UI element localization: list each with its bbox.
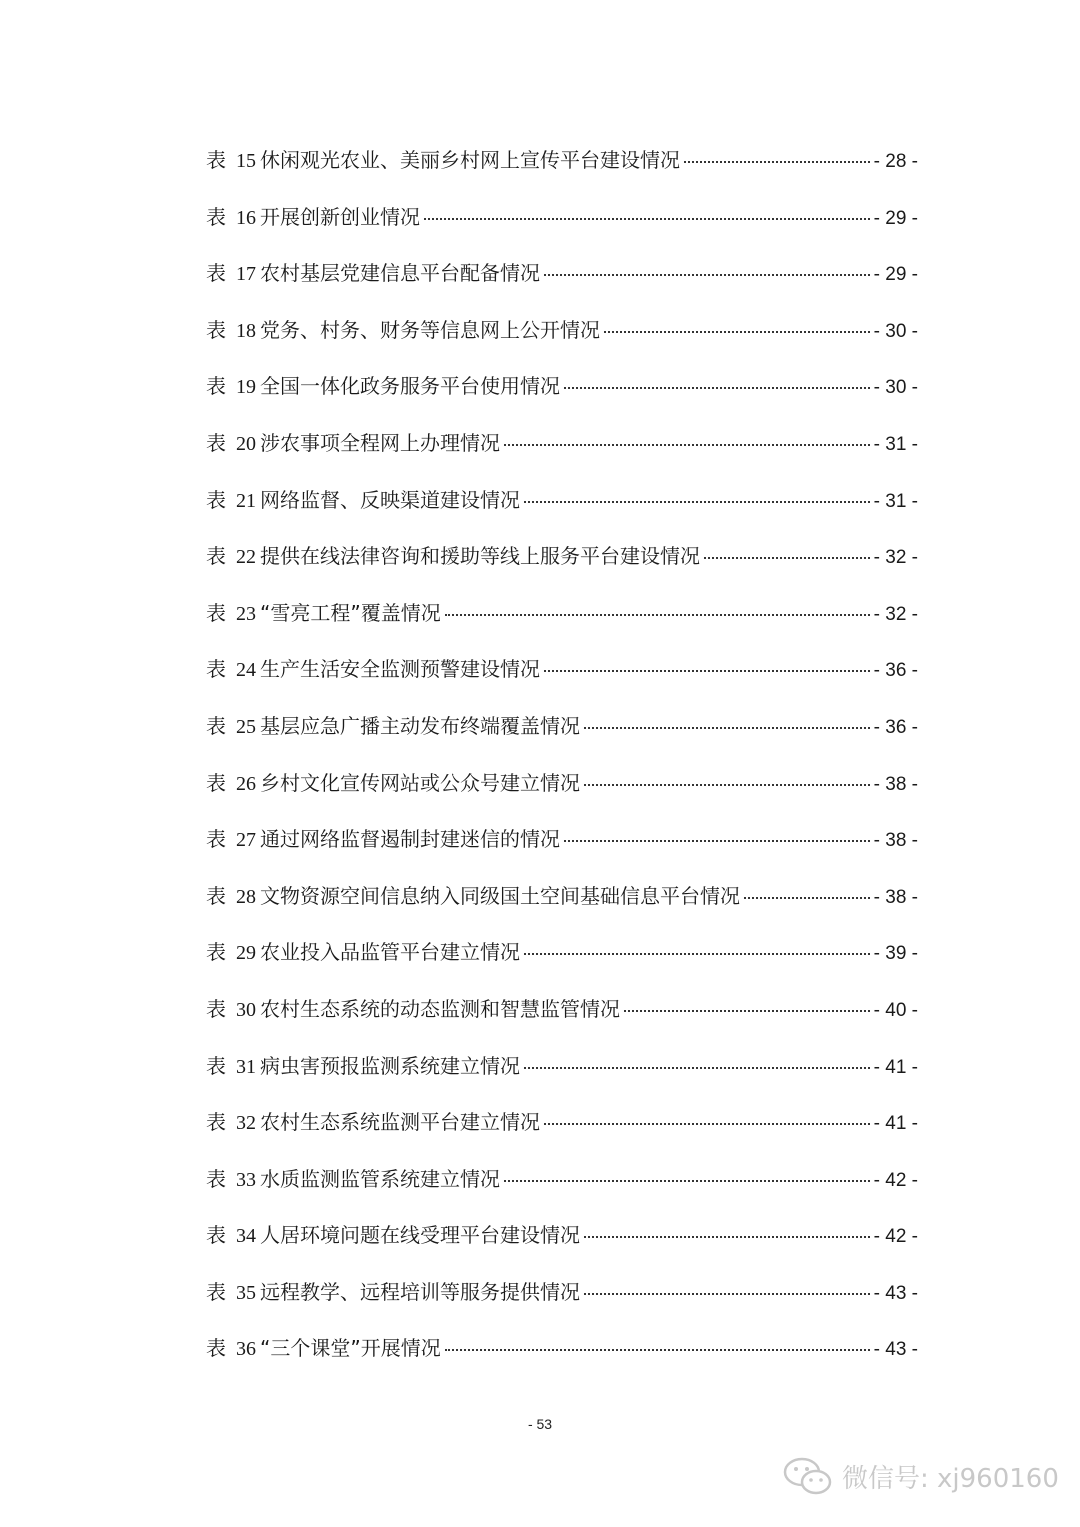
toc-entry-title: 农村生态系统监测平台建立情况 [260,1110,540,1135]
toc-leader-dots [544,669,870,672]
toc-entry[interactable] [206,1328,918,1385]
toc-leader-dots [564,386,870,389]
toc-entry-number: 23 [236,602,256,625]
toc-entry-prefix: 表 [206,1166,226,1191]
toc-entry-page: - 39 - [873,943,918,965]
toc-entry-prefix: 表 [206,827,226,852]
toc-entry-title: 基层应急广播主动发布终端覆盖情况 [260,713,580,738]
toc-entry-number: 16 [236,206,256,229]
toc-entry[interactable] [206,763,918,820]
toc-entry-number: 15 [236,150,256,172]
toc-entry-prefix: 表 [206,940,226,965]
toc-leader-dots [584,1235,870,1238]
toc-entry-title: 生产生活安全监测预警建设情况 [260,657,540,682]
toc-entry-prefix: 表 [206,996,226,1021]
toc-entry-page: - 30 - [873,377,918,399]
toc-entry[interactable] [206,593,918,650]
toc-entry-title: 提供在线法律咨询和援助等线上服务平台建设情况 [260,544,700,569]
toc-entry-title: 通过网络监督遏制封建迷信的情况 [260,827,560,852]
toc-entry-page: - 42 - [873,1169,918,1191]
toc-entry-title: 网络监督、反映渠道建设情况 [260,487,520,512]
toc-entry[interactable] [206,140,918,197]
toc-entry-title: 农业投入品监管平台建立情况 [260,940,520,965]
toc-entry[interactable] [206,310,918,367]
wechat-icon [782,1456,834,1496]
toc-entry-number: 32 [236,1112,256,1135]
toc-leader-dots [584,1292,870,1295]
toc-entry-title: 党务、村务、财务等信息网上公开情况 [260,317,600,342]
toc-entry-page: - 28 - [873,151,918,172]
toc-entry-prefix: 表 [206,1053,226,1078]
toc-entry-page: - 31 - [873,490,918,512]
toc-entry[interactable] [206,366,918,423]
toc-entry-page: - 43 - [873,1339,918,1361]
toc-entry-prefix: 表 [206,487,226,512]
table-of-contents [206,140,918,1385]
toc-entry-prefix: 表 [206,770,226,795]
toc-entry-prefix: 表 [206,600,226,625]
toc-entry-title: 乡村文化宣传网站或公众号建立情况 [260,770,580,795]
toc-entry-page: - 31 - [873,433,918,455]
toc-entry-title: 开展创新创业情况 [260,204,420,229]
toc-entry-page: - 36 - [873,716,918,738]
toc-entry[interactable] [206,1102,918,1159]
toc-entry-number: 17 [236,263,256,286]
toc-entry-number: 30 [236,998,256,1021]
toc-leader-dots [504,443,870,446]
toc-entry-number: 25 [236,715,256,738]
toc-leader-dots [544,1122,870,1125]
toc-entry[interactable] [206,1159,918,1216]
toc-entry-number: 35 [236,1281,256,1304]
toc-entry[interactable] [206,1272,918,1329]
toc-entry[interactable] [206,876,918,933]
toc-entry[interactable] [206,423,918,480]
toc-entry-page: - 30 - [873,320,918,342]
toc-entry-page: - 40 - [873,999,918,1021]
toc-leader-dots [445,613,870,616]
toc-entry-page: - 41 - [873,1113,918,1135]
toc-entry-number: 36 [236,1338,256,1361]
toc-entry-number: 21 [236,489,256,512]
toc-entry-number: 20 [236,432,256,455]
toc-entry-page: - 38 - [873,886,918,908]
toc-entry-title: 病虫害预报监测系统建立情况 [260,1053,520,1078]
toc-entry[interactable] [206,1046,918,1103]
toc-leader-dots [524,1066,870,1069]
toc-entry-number: 18 [236,319,256,342]
toc-entry[interactable] [206,253,918,310]
toc-leader-dots [544,273,870,276]
toc-entry[interactable] [206,932,918,989]
toc-entry-prefix: 表 [206,261,226,286]
toc-leader-dots [684,160,870,163]
toc-leader-dots [445,1348,870,1351]
toc-entry-prefix: 表 [206,430,226,455]
toc-entry[interactable] [206,480,918,537]
toc-entry-prefix: 表 [206,1110,226,1135]
toc-entry-title: 农村生态系统的动态监测和智慧监管情况 [260,996,620,1021]
toc-entry-title: 文物资源空间信息纳入同级国土空间基础信息平台情况 [260,883,740,908]
toc-entry-title: “雪亮工程”覆盖情况 [260,600,441,625]
toc-entry[interactable] [206,536,918,593]
toc-entry-title: 农村基层党建信息平台配备情况 [260,261,540,286]
toc-entry-prefix: 表 [206,374,226,399]
toc-entry-page: - 38 - [873,773,918,795]
toc-entry-number: 34 [236,1225,256,1248]
toc-leader-dots [424,217,870,220]
toc-entry[interactable] [206,1215,918,1272]
wechat-watermark [782,1456,1059,1496]
toc-leader-dots [524,952,870,955]
watermark-text: 微信号: xj960160 [842,1463,1059,1494]
toc-leader-dots [704,556,870,559]
page-number: - 53 [527,1416,553,1432]
toc-leader-dots [584,783,870,786]
toc-entry-page: - 42 - [873,1226,918,1248]
toc-leader-dots [504,1179,870,1182]
toc-entry-page: - 38 - [873,830,918,852]
toc-entry[interactable] [206,649,918,706]
toc-entry-title: 人居环境问题在线受理平台建设情况 [260,1223,580,1248]
toc-entry-prefix: 表 [206,317,226,342]
toc-entry-prefix: 表 [206,148,226,172]
toc-leader-dots [744,896,870,899]
toc-entry-prefix: 表 [206,204,226,229]
toc-entry-number: 28 [236,885,256,908]
toc-entry-number: 27 [236,829,256,852]
toc-entry[interactable] [206,706,918,763]
toc-entry-title: 远程教学、远程培训等服务提供情况 [260,1279,580,1304]
toc-entry-page: - 32 - [873,547,918,569]
toc-entry-number: 29 [236,942,256,965]
toc-entry-title: 全国一体化政务服务平台使用情况 [260,374,560,399]
toc-entry-title: 休闲观光农业、美丽乡村网上宣传平台建设情况 [260,148,680,172]
toc-entry-page: - 41 - [873,1056,918,1078]
toc-entry-prefix: 表 [206,883,226,908]
toc-entry-page: - 29 - [873,207,918,229]
toc-entry-prefix: 表 [206,1223,226,1248]
toc-entry-title: 涉农事项全程网上办理情况 [260,430,500,455]
toc-entry-number: 22 [236,546,256,569]
toc-entry-page: - 32 - [873,603,918,625]
toc-leader-dots [604,330,870,333]
toc-entry-number: 26 [236,772,256,795]
toc-entry-number: 24 [236,659,256,682]
toc-leader-dots [624,1009,870,1012]
toc-entry[interactable] [206,197,918,254]
toc-entry-prefix: 表 [206,544,226,569]
toc-entry-prefix: 表 [206,657,226,682]
toc-entry-prefix: 表 [206,713,226,738]
toc-entry-prefix: 表 [206,1279,226,1304]
toc-leader-dots [524,500,870,503]
toc-entry-page: - 36 - [873,660,918,682]
toc-entry-title: “三个课堂”开展情况 [260,1336,441,1361]
toc-entry-prefix: 表 [206,1336,226,1361]
toc-leader-dots [584,726,870,729]
toc-entry-title: 水质监测监管系统建立情况 [260,1166,500,1191]
toc-entry[interactable] [206,989,918,1046]
toc-entry-number: 33 [236,1168,256,1191]
toc-entry-number: 31 [236,1055,256,1078]
toc-entry-number: 19 [236,376,256,399]
toc-entry-page: - 29 - [873,264,918,286]
toc-entry[interactable] [206,819,918,876]
toc-entry-page: - 43 - [873,1282,918,1304]
toc-leader-dots [564,839,870,842]
